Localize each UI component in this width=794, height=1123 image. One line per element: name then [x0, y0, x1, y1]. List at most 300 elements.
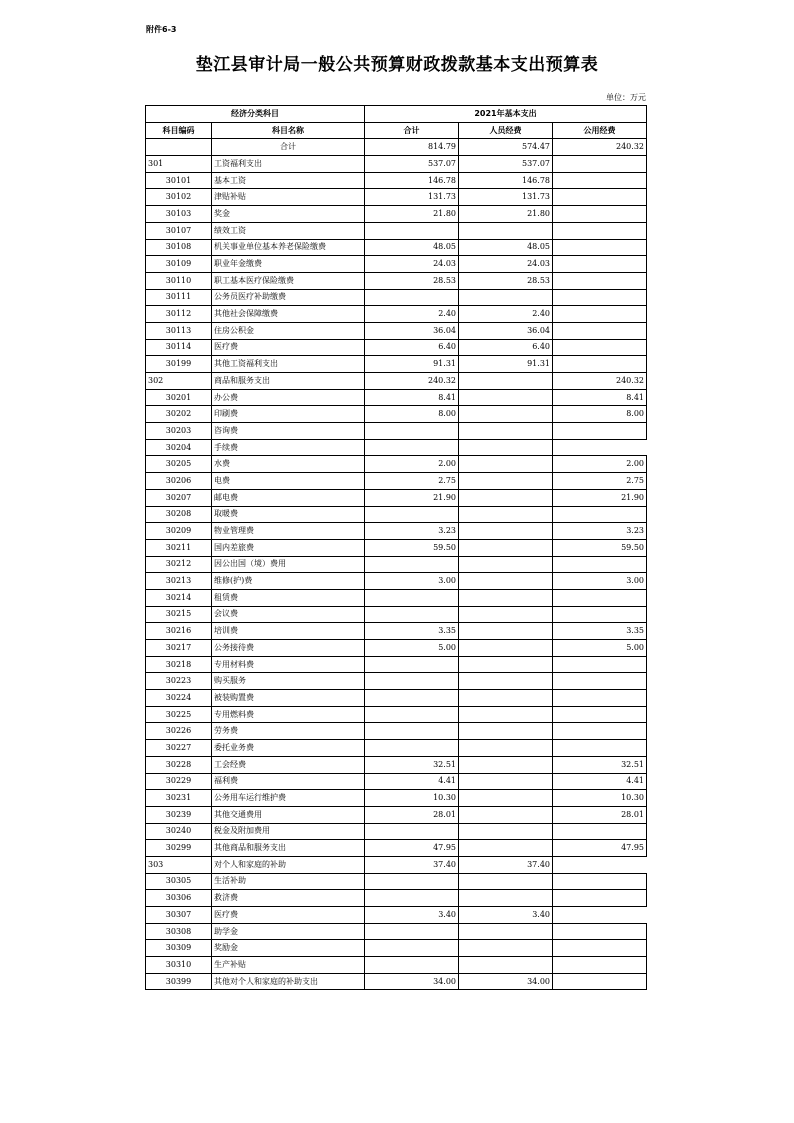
row-personnel	[459, 957, 553, 974]
row-total: 146.78	[365, 172, 459, 189]
row-personnel	[459, 439, 553, 456]
row-name: 租赁费	[212, 589, 365, 606]
row-code: 30114	[146, 339, 212, 356]
row-code: 30109	[146, 256, 212, 273]
row-personnel	[459, 373, 553, 390]
row-public: 47.95	[553, 840, 647, 857]
header-basic-expenditure: 2021年基本支出	[365, 106, 647, 123]
row-personnel	[459, 923, 553, 940]
row-total: 3.00	[365, 573, 459, 590]
row-name: 助学金	[212, 923, 365, 940]
row-personnel	[459, 606, 553, 623]
row-public	[553, 206, 647, 223]
row-public	[553, 222, 647, 239]
row-total: 91.31	[365, 356, 459, 373]
row-name: 公务员医疗补助缴费	[212, 289, 365, 306]
row-name: 物业管理费	[212, 523, 365, 540]
row-public: 10.30	[553, 790, 647, 807]
table-row	[146, 172, 647, 189]
table-row	[146, 640, 647, 657]
row-name: 其他社会保障缴费	[212, 306, 365, 323]
row-personnel	[459, 573, 553, 590]
row-personnel: 24.03	[459, 256, 553, 273]
row-code: 30299	[146, 840, 212, 857]
row-name: 劳务费	[212, 723, 365, 740]
row-total: 3.35	[365, 623, 459, 640]
header-personnel: 人员经费	[459, 122, 553, 139]
row-total: 28.01	[365, 806, 459, 823]
row-personnel	[459, 289, 553, 306]
table-row	[146, 940, 647, 957]
row-total	[365, 740, 459, 757]
row-personnel	[459, 940, 553, 957]
header-total: 合计	[365, 122, 459, 139]
row-code: 30110	[146, 272, 212, 289]
row-code: 30216	[146, 623, 212, 640]
row-code: 30101	[146, 172, 212, 189]
row-total	[365, 690, 459, 707]
row-name: 培训费	[212, 623, 365, 640]
row-name: 其他商品和服务支出	[212, 840, 365, 857]
row-personnel: 37.40	[459, 856, 553, 873]
row-personnel: 48.05	[459, 239, 553, 256]
row-personnel	[459, 790, 553, 807]
row-code: 30214	[146, 589, 212, 606]
row-total	[365, 556, 459, 573]
table-row	[146, 389, 647, 406]
row-public: 3.35	[553, 623, 647, 640]
row-name: 委托业务费	[212, 740, 365, 757]
table-row	[146, 606, 647, 623]
table-row	[146, 473, 647, 490]
table-row	[146, 756, 647, 773]
row-name: 其他对个人和家庭的补助支出	[212, 973, 365, 990]
row-total	[365, 656, 459, 673]
row-name: 邮电费	[212, 489, 365, 506]
table-row	[146, 673, 647, 690]
row-personnel	[459, 656, 553, 673]
row-name: 奖励金	[212, 940, 365, 957]
table-row	[146, 790, 647, 807]
row-code	[146, 139, 212, 156]
row-public	[553, 973, 647, 990]
row-name: 机关事业单位基本养老保险缴费	[212, 239, 365, 256]
row-code: 303	[146, 856, 212, 873]
row-code: 30217	[146, 640, 212, 657]
row-total: 21.80	[365, 206, 459, 223]
row-public: 3.23	[553, 523, 647, 540]
table-row	[146, 840, 647, 857]
row-total	[365, 589, 459, 606]
header-economic-classification: 经济分类科目	[146, 106, 365, 123]
table-row	[146, 256, 647, 273]
row-total: 36.04	[365, 322, 459, 339]
row-public	[553, 239, 647, 256]
table-row	[146, 907, 647, 924]
row-public	[553, 907, 647, 924]
row-total: 10.30	[365, 790, 459, 807]
row-name: 医疗费	[212, 907, 365, 924]
row-code: 30309	[146, 940, 212, 957]
row-public: 240.32	[553, 373, 647, 390]
row-total: 2.75	[365, 473, 459, 490]
table-row	[146, 189, 647, 206]
row-public	[553, 890, 647, 907]
table-row	[146, 523, 647, 540]
row-code: 30226	[146, 723, 212, 740]
row-code: 30108	[146, 239, 212, 256]
table-row	[146, 506, 647, 523]
row-name: 职工基本医疗保险缴费	[212, 272, 365, 289]
row-code: 30239	[146, 806, 212, 823]
row-personnel	[459, 640, 553, 657]
row-code: 30229	[146, 773, 212, 790]
row-personnel	[459, 806, 553, 823]
row-public	[553, 189, 647, 206]
row-name: 职业年金缴费	[212, 256, 365, 273]
row-personnel	[459, 890, 553, 907]
row-public	[553, 957, 647, 974]
header-name: 科目名称	[212, 122, 365, 139]
row-code: 30203	[146, 423, 212, 440]
row-code: 30308	[146, 923, 212, 940]
row-public	[553, 172, 647, 189]
row-total: 4.41	[365, 773, 459, 790]
table-row	[146, 322, 647, 339]
row-public	[553, 322, 647, 339]
row-personnel: 2.40	[459, 306, 553, 323]
row-total: 37.40	[365, 856, 459, 873]
row-name: 会议费	[212, 606, 365, 623]
row-personnel: 28.53	[459, 272, 553, 289]
row-code: 30213	[146, 573, 212, 590]
row-personnel	[459, 623, 553, 640]
budget-table	[145, 105, 647, 990]
row-personnel	[459, 873, 553, 890]
row-public: 240.32	[553, 139, 647, 156]
row-personnel	[459, 756, 553, 773]
row-code: 30211	[146, 539, 212, 556]
table-row	[146, 439, 647, 456]
row-name: 购买服务	[212, 673, 365, 690]
row-total	[365, 940, 459, 957]
row-public: 8.00	[553, 406, 647, 423]
row-total	[365, 439, 459, 456]
row-name: 救济费	[212, 890, 365, 907]
row-public: 2.75	[553, 473, 647, 490]
table-row	[146, 539, 647, 556]
table-row	[146, 306, 647, 323]
table-body	[146, 139, 647, 990]
row-personnel	[459, 740, 553, 757]
row-name: 电费	[212, 473, 365, 490]
row-name: 生产补贴	[212, 957, 365, 974]
row-total	[365, 823, 459, 840]
row-name: 印刷费	[212, 406, 365, 423]
table-row	[146, 556, 647, 573]
attachment-label: 附件6-3	[146, 25, 177, 34]
row-name: 水费	[212, 456, 365, 473]
row-public	[553, 723, 647, 740]
row-public	[553, 156, 647, 173]
row-public	[553, 690, 647, 707]
row-total	[365, 673, 459, 690]
row-public	[553, 256, 647, 273]
row-code: 30215	[146, 606, 212, 623]
row-code: 30207	[146, 489, 212, 506]
row-public	[553, 356, 647, 373]
unit-label: 单位：万元	[606, 93, 646, 102]
row-code: 30306	[146, 890, 212, 907]
table-row	[146, 373, 647, 390]
row-total	[365, 423, 459, 440]
table-row	[146, 806, 647, 823]
row-personnel	[459, 840, 553, 857]
row-public	[553, 606, 647, 623]
row-code: 30305	[146, 873, 212, 890]
row-personnel	[459, 706, 553, 723]
table-row	[146, 423, 647, 440]
row-code: 30212	[146, 556, 212, 573]
row-total: 131.73	[365, 189, 459, 206]
row-name: 商品和服务支出	[212, 373, 365, 390]
table-row	[146, 239, 647, 256]
row-code: 301	[146, 156, 212, 173]
row-public	[553, 706, 647, 723]
row-public: 21.90	[553, 489, 647, 506]
row-public	[553, 439, 647, 456]
row-code: 30112	[146, 306, 212, 323]
row-total: 2.40	[365, 306, 459, 323]
row-total: 6.40	[365, 339, 459, 356]
row-personnel	[459, 690, 553, 707]
row-total: 32.51	[365, 756, 459, 773]
row-total: 3.40	[365, 907, 459, 924]
row-personnel	[459, 222, 553, 239]
row-code: 30103	[146, 206, 212, 223]
row-name: 工资福利支出	[212, 156, 365, 173]
row-total: 5.00	[365, 640, 459, 657]
row-name: 其他交通费用	[212, 806, 365, 823]
row-name: 税金及附加费用	[212, 823, 365, 840]
row-code: 30227	[146, 740, 212, 757]
header-row-group	[146, 106, 647, 123]
table-row	[146, 823, 647, 840]
row-personnel: 537.07	[459, 156, 553, 173]
row-personnel: 3.40	[459, 907, 553, 924]
row-personnel: 574.47	[459, 139, 553, 156]
table-row	[146, 573, 647, 590]
table-row	[146, 456, 647, 473]
row-total	[365, 606, 459, 623]
row-code: 30208	[146, 506, 212, 523]
row-personnel: 131.73	[459, 189, 553, 206]
row-personnel: 6.40	[459, 339, 553, 356]
table-row	[146, 706, 647, 723]
row-name: 合计	[212, 139, 365, 156]
table-row	[146, 656, 647, 673]
row-public: 4.41	[553, 773, 647, 790]
row-name: 住房公积金	[212, 322, 365, 339]
row-personnel	[459, 589, 553, 606]
row-name: 生活补助	[212, 873, 365, 890]
row-code: 30111	[146, 289, 212, 306]
header-row-columns	[146, 122, 647, 139]
row-total: 8.00	[365, 406, 459, 423]
row-personnel	[459, 506, 553, 523]
row-total	[365, 706, 459, 723]
row-total: 537.07	[365, 156, 459, 173]
row-personnel	[459, 523, 553, 540]
row-public	[553, 873, 647, 890]
table-row	[146, 856, 647, 873]
row-public: 32.51	[553, 756, 647, 773]
row-name: 基本工资	[212, 172, 365, 189]
table-row	[146, 289, 647, 306]
row-public	[553, 289, 647, 306]
row-code: 30218	[146, 656, 212, 673]
row-public	[553, 673, 647, 690]
table-row	[146, 489, 647, 506]
row-code: 30102	[146, 189, 212, 206]
row-personnel	[459, 489, 553, 506]
row-name: 公务接待费	[212, 640, 365, 657]
row-code: 302	[146, 373, 212, 390]
table-row	[146, 156, 647, 173]
row-code: 30307	[146, 907, 212, 924]
row-total	[365, 957, 459, 974]
row-total	[365, 289, 459, 306]
row-public: 8.41	[553, 389, 647, 406]
row-public: 5.00	[553, 640, 647, 657]
row-personnel: 146.78	[459, 172, 553, 189]
row-name: 因公出国（境）费用	[212, 556, 365, 573]
row-name: 工会经费	[212, 756, 365, 773]
table-row	[146, 222, 647, 239]
row-name: 奖金	[212, 206, 365, 223]
row-name: 对个人和家庭的补助	[212, 856, 365, 873]
row-personnel	[459, 539, 553, 556]
row-personnel	[459, 673, 553, 690]
table-row	[146, 139, 647, 156]
row-total: 814.79	[365, 139, 459, 156]
row-code: 30202	[146, 406, 212, 423]
row-name: 公务用车运行维护费	[212, 790, 365, 807]
row-public	[553, 272, 647, 289]
table-row	[146, 623, 647, 640]
row-total	[365, 222, 459, 239]
row-code: 30206	[146, 473, 212, 490]
row-personnel	[459, 823, 553, 840]
row-personnel: 34.00	[459, 973, 553, 990]
row-total: 48.05	[365, 239, 459, 256]
table-row	[146, 723, 647, 740]
row-code: 30205	[146, 456, 212, 473]
row-name: 维修(护)费	[212, 573, 365, 590]
table-row	[146, 740, 647, 757]
row-personnel	[459, 456, 553, 473]
row-total	[365, 923, 459, 940]
table-row	[146, 272, 647, 289]
row-name: 办公费	[212, 389, 365, 406]
row-name: 专用燃料费	[212, 706, 365, 723]
table-row	[146, 923, 647, 940]
row-total	[365, 506, 459, 523]
row-name: 专用材料费	[212, 656, 365, 673]
row-public: 3.00	[553, 573, 647, 590]
row-public	[553, 740, 647, 757]
row-public: 28.01	[553, 806, 647, 823]
row-public	[553, 506, 647, 523]
row-code: 30201	[146, 389, 212, 406]
row-personnel: 91.31	[459, 356, 553, 373]
row-code: 30223	[146, 673, 212, 690]
row-public	[553, 306, 647, 323]
row-code: 30228	[146, 756, 212, 773]
header-code: 科目编码	[146, 122, 212, 139]
row-name: 国内差旅费	[212, 539, 365, 556]
table-row	[146, 339, 647, 356]
row-name: 绩效工资	[212, 222, 365, 239]
row-public	[553, 940, 647, 957]
row-public	[553, 589, 647, 606]
row-total: 59.50	[365, 539, 459, 556]
page-title: 垫江县审计局一般公共预算财政拨款基本支出预算表	[195, 55, 599, 75]
row-total: 2.00	[365, 456, 459, 473]
row-total	[365, 890, 459, 907]
row-name: 取暖费	[212, 506, 365, 523]
header-public: 公用经费	[553, 122, 647, 139]
table-row	[146, 957, 647, 974]
row-public: 2.00	[553, 456, 647, 473]
row-total: 3.23	[365, 523, 459, 540]
row-name: 福利费	[212, 773, 365, 790]
row-code: 30224	[146, 690, 212, 707]
row-total: 47.95	[365, 840, 459, 857]
row-public	[553, 556, 647, 573]
row-personnel: 21.80	[459, 206, 553, 223]
row-total: 240.32	[365, 373, 459, 390]
row-code: 30399	[146, 973, 212, 990]
table-row	[146, 589, 647, 606]
row-personnel: 36.04	[459, 322, 553, 339]
row-public	[553, 339, 647, 356]
row-total: 28.53	[365, 272, 459, 289]
row-code: 30204	[146, 439, 212, 456]
row-name: 其他工资福利支出	[212, 356, 365, 373]
row-code: 30113	[146, 322, 212, 339]
row-name: 咨询费	[212, 423, 365, 440]
row-code: 30107	[146, 222, 212, 239]
row-total: 8.41	[365, 389, 459, 406]
row-personnel	[459, 773, 553, 790]
row-public: 59.50	[553, 539, 647, 556]
table-row	[146, 206, 647, 223]
row-code: 30209	[146, 523, 212, 540]
row-code: 30310	[146, 957, 212, 974]
table-row	[146, 890, 647, 907]
row-personnel	[459, 389, 553, 406]
row-total	[365, 723, 459, 740]
row-personnel	[459, 423, 553, 440]
row-name: 津贴补贴	[212, 189, 365, 206]
table-row	[146, 690, 647, 707]
table-row	[146, 773, 647, 790]
row-code: 30240	[146, 823, 212, 840]
row-public	[553, 656, 647, 673]
table-row	[146, 873, 647, 890]
row-public	[553, 923, 647, 940]
